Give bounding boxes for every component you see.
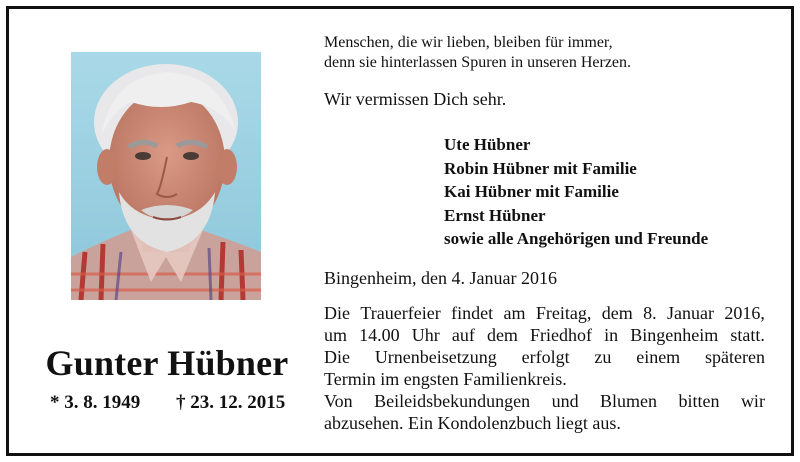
memorial-quote xyxy=(324,33,631,73)
details-line xyxy=(324,302,765,324)
details-word: am xyxy=(503,303,526,323)
details-word: findet xyxy=(451,303,494,323)
details-word: statt. xyxy=(730,325,765,345)
details-word: in xyxy=(604,325,619,345)
details-word: Blumen xyxy=(600,391,658,411)
details-word: 2016, xyxy=(724,303,765,323)
deceased-name: Gunter Hübner xyxy=(45,343,289,383)
details-word: erfolgt xyxy=(521,347,570,367)
details-word: Friedhof xyxy=(530,325,593,345)
details-word: 8. xyxy=(643,303,657,323)
portrait-photo xyxy=(71,52,261,300)
details-word: dem xyxy=(486,325,518,345)
details-word: Januar xyxy=(667,303,715,323)
details-line xyxy=(324,346,765,368)
quote-line: Menschen, die wir lieben, bleiben für immer, xyxy=(324,34,613,51)
details-word: Uhr xyxy=(411,325,440,345)
details-word: um xyxy=(324,325,348,345)
details-word: auf xyxy=(451,325,475,345)
family-member: Ute Hübner xyxy=(444,135,531,154)
details-word: 14.00 xyxy=(359,325,400,345)
details-line xyxy=(324,324,765,346)
quote-line: denn sie hinterlassen Spuren in unseren Herzen. xyxy=(324,54,632,71)
details-word: einem xyxy=(636,347,681,367)
family-member: Robin Hübner mit Familie xyxy=(444,158,637,178)
details-word: Freitag, xyxy=(535,303,592,323)
family-member: sowie alle Angehörigen und Freunde xyxy=(444,229,709,248)
details-line: Termin im engsten Familienkreis. xyxy=(324,369,567,389)
family-member: Kai Hübner mit Familie xyxy=(444,182,619,201)
details-word: dem xyxy=(601,303,633,323)
birth-date: * 3. 8. 1949 xyxy=(50,392,141,413)
details-word: späteren xyxy=(705,347,765,367)
details-word: Beileidsbekundungen xyxy=(374,391,531,411)
details-word: Bingenheim xyxy=(630,325,719,345)
details-word: Die xyxy=(324,347,350,367)
details-word: wir xyxy=(740,391,765,411)
family-member: Ernst Hübner xyxy=(444,205,546,225)
funeral-details xyxy=(324,302,765,434)
details-word: und xyxy=(551,391,579,411)
details-word: Die xyxy=(324,303,350,323)
details-word: zu xyxy=(594,347,612,367)
details-line: abzusehen. Ein Kondolenzbuch liegt aus. xyxy=(324,413,621,433)
place-date: Bingenheim, den 4. Januar 2016 xyxy=(324,268,557,288)
family-list xyxy=(444,133,708,251)
details-word: bitten xyxy=(678,391,720,411)
details-line xyxy=(324,390,765,412)
miss-text: Wir vermissen Dich sehr. xyxy=(324,89,507,109)
details-word: Trauerfeier xyxy=(360,303,441,323)
death-date: † 23. 12. 2015 xyxy=(176,392,286,413)
details-word: Urnenbeisetzung xyxy=(374,347,497,367)
details-word: Von xyxy=(324,391,353,411)
